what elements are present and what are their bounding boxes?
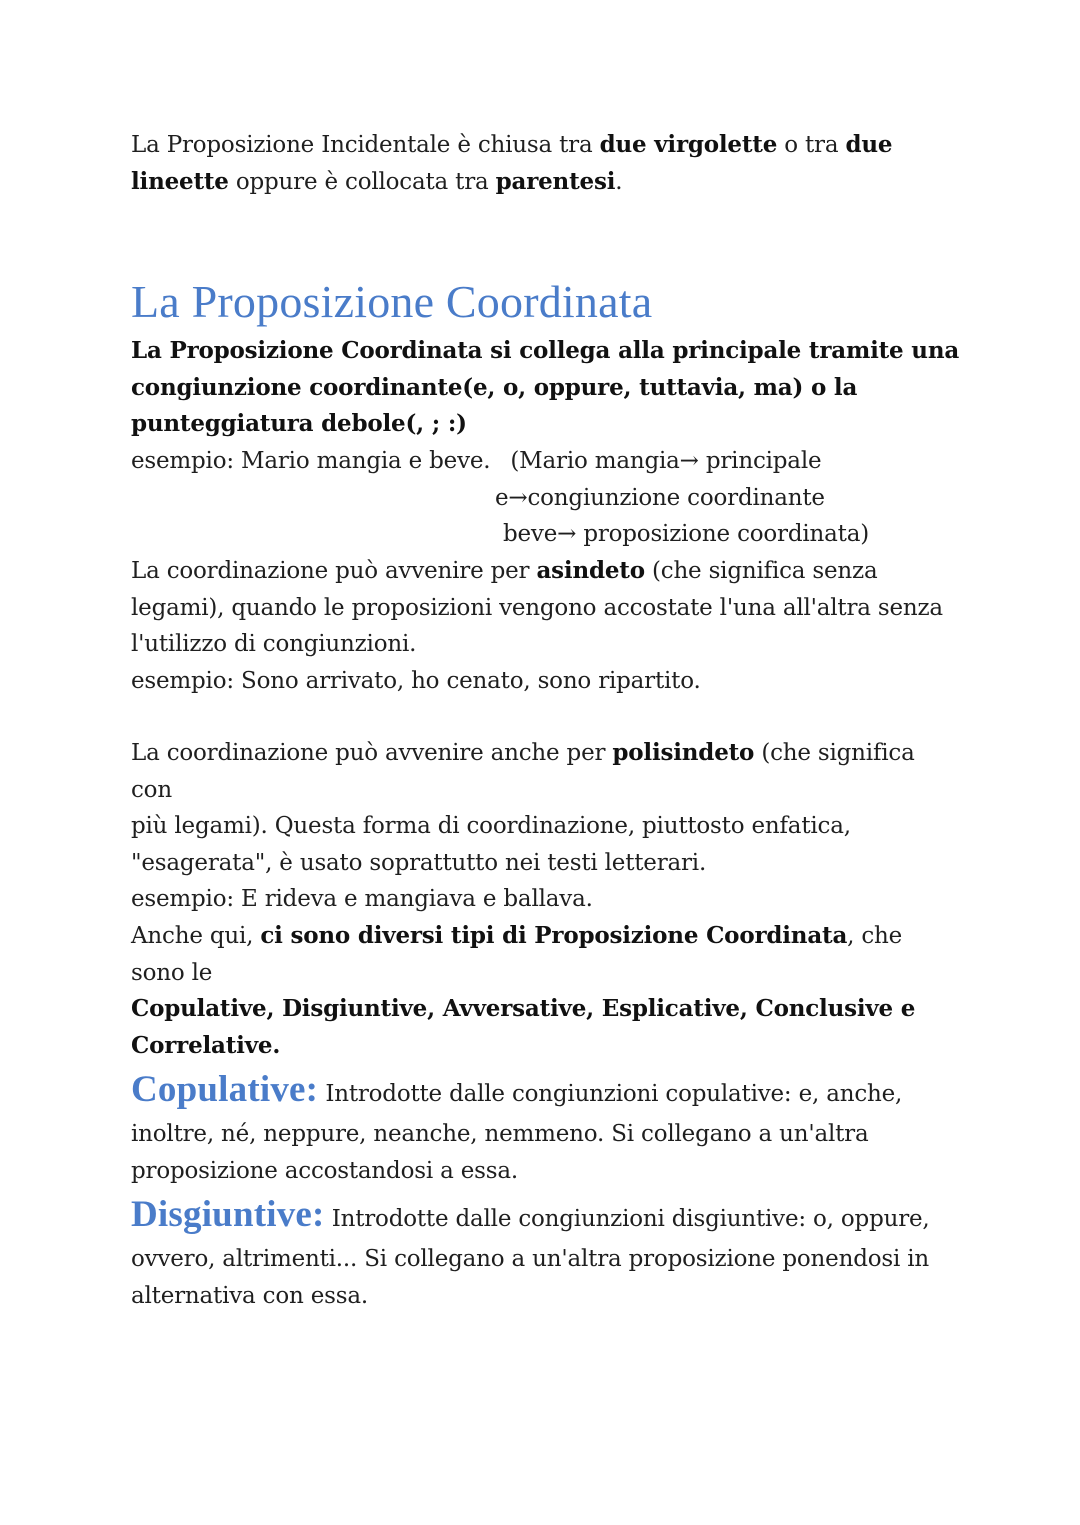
example-1-line-1 bbox=[131, 443, 961, 480]
section-heading: La Proposizione Coordinata bbox=[131, 276, 653, 327]
disgiuntive-section bbox=[131, 1193, 961, 1314]
example-note: e→congiunzione coordinante bbox=[495, 484, 825, 511]
example-1-line-2 bbox=[131, 480, 961, 517]
example-note: (Mario mangia→ principale bbox=[510, 448, 822, 474]
polisindeto-example: esempio: E rideva e mangiava e ballava. bbox=[131, 886, 593, 912]
disgiuntive-line: alternativa con essa. bbox=[131, 1282, 368, 1309]
asindeto-bold: asindeto bbox=[536, 557, 645, 584]
asindeto-line: l'utilizzo di congiunzioni. bbox=[131, 631, 417, 657]
intro-line-2 bbox=[131, 164, 961, 201]
example-1-line-3 bbox=[131, 516, 961, 553]
intro-bold: due bbox=[845, 131, 893, 158]
definition-line bbox=[131, 406, 961, 443]
disgiuntive-line bbox=[131, 1193, 961, 1241]
polisindeto-bold: polisindeto bbox=[612, 739, 755, 766]
disgiuntive-line: ovvero, altrimenti... Si collegano a un'altra proposizione ponendosi in bbox=[131, 1246, 929, 1272]
definition-line bbox=[131, 370, 961, 407]
asindeto-line: legami), quando le proposizioni vengono accostate l'una all'altra senza bbox=[131, 594, 943, 621]
intro-text: La Proposizione Incidentale è chiusa tra bbox=[131, 132, 600, 158]
types-bold: Correlative. bbox=[131, 1031, 281, 1059]
intro-bold: lineette bbox=[131, 167, 229, 195]
disgiuntive-text: Introdotte dalle congiunzioni disgiuntive: o, oppure, bbox=[324, 1206, 930, 1232]
copulative-line: inoltre, né, neppure, neanche, nemmeno. Si collegano a un'altra bbox=[131, 1121, 869, 1147]
polisindeto-line: "esagerata", è usato soprattutto nei testi letterari. bbox=[131, 849, 707, 876]
asindeto-text: La coordinazione può avvenire per bbox=[131, 558, 537, 584]
definition-bold: La Proposizione Coordinata si collega alla principale tramite una bbox=[131, 337, 960, 364]
types-paragraph bbox=[131, 918, 961, 1064]
types-line bbox=[131, 918, 961, 991]
polisindeto-line: più legami). Questa forma di coordinazione, piuttosto enfatica, bbox=[131, 813, 851, 839]
intro-line-1 bbox=[131, 127, 961, 164]
intro-bold: parentesi bbox=[495, 167, 616, 195]
asindeto-example: esempio: Sono arrivato, ho cenato, sono ripartito. bbox=[131, 667, 701, 694]
types-line bbox=[131, 991, 961, 1028]
types-line bbox=[131, 1028, 961, 1065]
example-note: beve→ proposizione coordinata) bbox=[503, 521, 869, 547]
intro-bold: due virgolette bbox=[599, 131, 778, 158]
copulative-text: Introdotte dalle congiunzioni copulative: e, anche, bbox=[318, 1081, 903, 1107]
types-bold: ci sono diversi tipi di Proposizione Coordinata bbox=[260, 922, 848, 949]
intro-text: o tra bbox=[777, 132, 846, 158]
disgiuntive-title: Disgiuntive: bbox=[131, 1194, 325, 1235]
definition-paragraph bbox=[131, 333, 961, 443]
asindeto-paragraph bbox=[131, 553, 961, 699]
polisindeto-text: (che significa con bbox=[131, 740, 915, 803]
types-text: , che sono le bbox=[131, 923, 903, 986]
example-1 bbox=[131, 443, 961, 553]
copulative-line bbox=[131, 1068, 961, 1116]
copulative-section bbox=[131, 1068, 961, 1189]
polisindeto-line bbox=[131, 735, 961, 808]
polisindeto-text: La coordinazione può avvenire anche per bbox=[131, 740, 613, 766]
intro-text: . bbox=[615, 168, 623, 195]
copulative-title: Copulative: bbox=[131, 1069, 319, 1110]
intro-text: oppure è collocata tra bbox=[228, 168, 496, 195]
copulative-line: proposizione accostandosi a essa. bbox=[131, 1157, 518, 1184]
types-text: Anche qui, bbox=[131, 923, 261, 949]
definition-line bbox=[131, 333, 961, 370]
definition-bold: punteggiatura debole(, ; :) bbox=[131, 410, 467, 437]
polisindeto-paragraph bbox=[131, 735, 961, 918]
intro-paragraph bbox=[131, 127, 961, 200]
asindeto-line bbox=[131, 553, 961, 590]
types-bold: Copulative, Disgiuntive, Avversative, Esplicative, Conclusive e bbox=[131, 995, 916, 1022]
asindeto-text: (che significa senza bbox=[644, 558, 878, 584]
definition-bold: congiunzione coordinante(e, o, oppure, tuttavia, ma) o la bbox=[131, 373, 858, 401]
example-label: esempio: Mario mangia e beve. bbox=[131, 448, 491, 474]
